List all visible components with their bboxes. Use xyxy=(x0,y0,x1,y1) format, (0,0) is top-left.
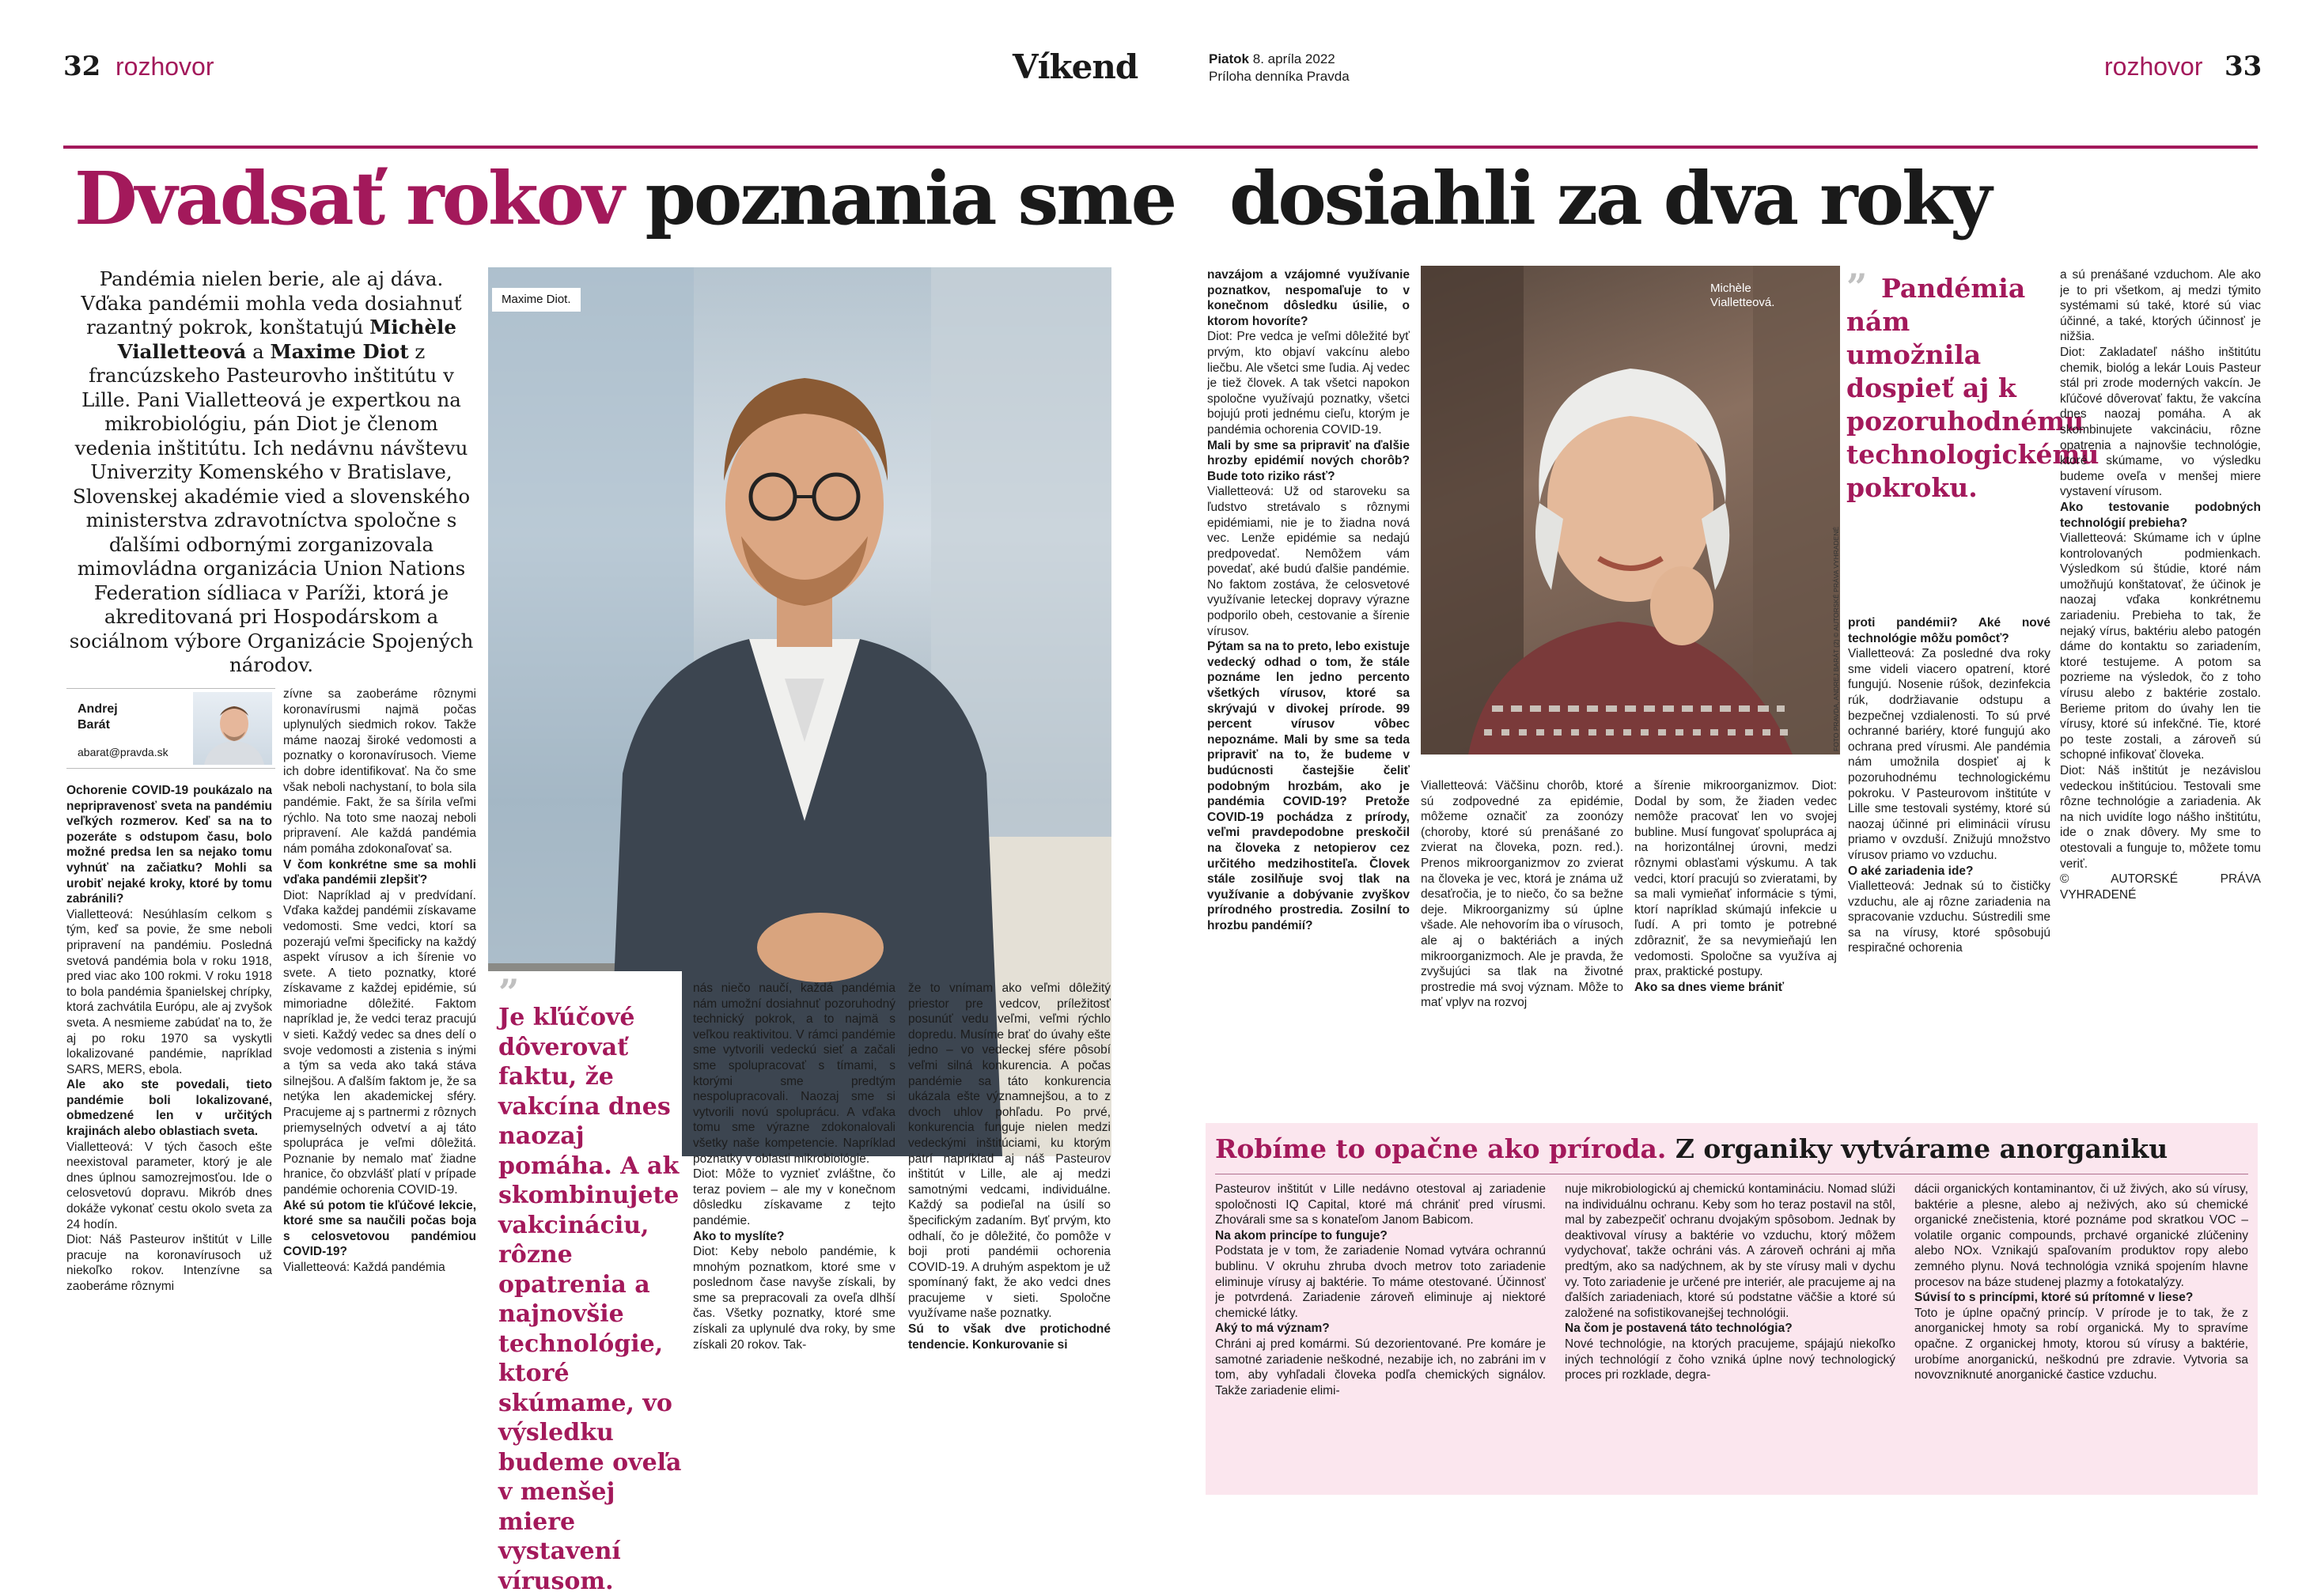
interview-question: Sú to však dve protichodné tendencie. Konkurovanie si xyxy=(908,1322,1111,1352)
article-paragraph: Diot: Náš Pasteurov inštitút v Lille pracuje na koronavírusoch už niekoľko rokov. Intenzívne sa zaoberáme rôznymi xyxy=(66,1233,272,1293)
date-text: 8. apríla 2022 xyxy=(1252,51,1335,66)
interview-question: proti pandémii? Aké nové technológie môžu pomôcť? xyxy=(1848,616,2050,645)
article-paragraph: Vialletteová: Skúmame ich v úplne kontrolovaných podmienkach. Výsledkom sú štúdie, ktoré nám umožňujú konštatovať, že účinok je naozaj vďaka konkrétnemu zariadeniu. Prebieha to tak, že nejaký vírus, baktériu alebo patogén dáme do kontaktu so zariadením, ktoré testujeme. A potom sa pozrieme na výsledok, čo z toho vírusu alebo z baktérie zostalo. Berieme pritom do úvahy len tie vírusy, ktoré sú infekčné. Tie, ktoré po teste zostali, a zároveň sú schopné infikovať človeka. xyxy=(2060,531,2261,762)
article-paragraph: Vialletteová: Už od staroveku sa ľudstvo stretávalo s rôznymi epidémiami, nie je to žiadna nová vec. Lenže epidémie sa nedajú predpovedať. Nemôžem vám povedať, aké budú ďalšie pandémie. No faktom zostáva, že celosvetové využívanie leteckej dopravy výrazne podporilo obeh, cestovanie a šírenie vírusov. xyxy=(1207,485,1410,638)
photo-caption-diot: Maxime Diot. xyxy=(492,288,581,312)
article-column-6 xyxy=(1421,778,1623,1098)
interview-question: Ochorenie COVID-19 poukázalo na nepripravenosť sveta na pandémiu veľkých rozmerov. Keď sa na to pozeráte s odstupom času, bolo možné predsa len sa nejako tomu vyhnúť na začiatku? Mohli sa urobiť nejaké kroky, ktoré by tomu zabránili? xyxy=(66,784,272,906)
interview-question: V čom konkrétne sme sa mohli vďaka pandémii zlepšiť? xyxy=(283,857,476,887)
article-paragraph: Diot: Náš inštitút je nezávislou vedeckou inštitúciou. Testovali sme rôzne technológie a zariadenia. Ak na nich uvidíte logo nášho inštitútu, ide o znak dôvery. My sme to otestovali a funguje to, môžete tomu veriť. xyxy=(2060,764,2261,871)
author-avatar xyxy=(193,692,272,765)
interview-question: Na akom princípe to funguje? xyxy=(1215,1228,1388,1242)
interview-question: Ako testovanie podobných technológií prebieha? xyxy=(2060,500,2261,530)
date-line xyxy=(1209,51,1350,85)
article-column-9 xyxy=(2060,267,2261,1099)
article-paragraph: Vialletteová: Každá pandémia xyxy=(283,1260,445,1274)
interview-question: Ako to myslíte? xyxy=(693,1229,785,1243)
headline-part1: Dvadsať rokov xyxy=(74,156,623,241)
author-email[interactable]: abarat@pravda.sk xyxy=(78,746,168,758)
interview-question: Aké sú potom tie kľúčové lekcie, ktoré sme sa naučili počas boja s celosvetovou pandémiou COVID-19? xyxy=(283,1198,476,1259)
photo-michele-vialletteova xyxy=(1421,266,1840,755)
interview-question: Aký to má význam? xyxy=(1215,1322,1330,1336)
article-column-1 xyxy=(66,783,272,1503)
article-paragraph: Diot: Keby nebolo pandémie, k mnohým poznatkom, ktoré sme v poslednom čase navyše získali, by sme sa prepracovali za oveľa dlhší čas. Všetky poznatky, ktoré sme získali za uplynulé dva roky, by sme získali 20 rokov. Tak- xyxy=(693,1245,895,1352)
article-paragraph: © AUTORSKÉ PRÁVA VYHRADENÉ xyxy=(2060,872,2261,902)
left-page-number: 32 xyxy=(63,51,101,82)
left-section-label: rozhovor xyxy=(115,52,214,81)
sidebar-title: Robíme to opačne ako príroda. Z organiky vytvárame anorganiku xyxy=(1215,1133,2168,1164)
article-paragraph: zívne sa zaoberáme rôznymi koronavírusmi najmä počas uplynulých siedmich rokov. Takže máme naozaj široké vedomosti a poznatky o koronavírusoch. Vieme ich dobre identifikovať. Na čo sme však neboli nachystaní, to bola sila pandémie. Fakt, že sa šírila veľmi rýchlo. Na toto sme naozaj neboli pripravení. Ale každá pandémia nám pomáha zdokonaľovať sa. xyxy=(283,687,476,856)
interview-question: Na čom je postavená táto technológia? xyxy=(1565,1322,1793,1336)
pullquote-2: ” Pandémia nám umožnila dospieť aj k pozoruhodnému technologickému pokroku. xyxy=(1846,266,2100,503)
date-day: Piatok xyxy=(1209,51,1250,66)
interview-question: Ale ako ste povedali, tieto pandémie boli lokalizované, obmedzené len v určitých krajinách alebo oblastiach sveta. xyxy=(66,1078,272,1139)
intro-name-vialletteova: Michèle Vialletteová xyxy=(117,316,456,363)
article-paragraph: Vialletteová: Väčšinu chorôb, ktoré sú zodpovedné za epidémie, môžeme označiť za zoonózy (choroby, ktoré sú prenášané zo zvierat na človeka, pozn. red.). Prenos mikroorganizmov zo zvierat na človeka je vec, ktorá je známa už desaťročia, je to niečo, čo sa bežne deje. Mikroorganizmy sú úplne všade. Ale nehovorím iba o vírusoch, ale aj o baktériách a iných mikroorganizmoch. Ale je pravda, že zvyšujúci sa tlak na životné prostredie má svoj význam. Môže to mať vplyv na rozvoj xyxy=(1421,779,1623,1010)
article-column-4 xyxy=(908,981,1111,1495)
intro-paragraph: Pandémia nielen berie, ale aj dáva. Vďaka pandémii mohla veda dosiahnuť razantný pokrok, konštatujú Michèle Vialletteová a Maxime Diot z francúzskeho Pasteurovho inštitútu v Lille. Pani Vialletteová je expertkou na mikrobiológiu, pán Diot je členom vedenia inštitútu. Ich nedávnu návštevu Univerzity Komenského v Bratislave, Slovenskej akadémie vied a slovenského ministerstva zdravotníctva spoločne s ďalšími odbornými zorganizovala mimovládna organizácia Union Nations Federation sídliaca v Paríži, ktorá je akreditovaná pri Hospodárskom a sociálnom výbore Organizácie Spojených národov. xyxy=(69,267,474,676)
article-paragraph: dácii organických kontaminantov, či už živých, ako sú vírusy, baktérie a plesne, alebo aj neživých, ako sú chemické organické znečistenia, ktoré poznáme pod skratkou VOC – volatile organic compounds, prchavé organické zlúčeniny alebo NOx. Vznikajú spaľovaním produktov ropy alebo zemného plynu. Nová technológia vzniká spojením hlavne procesov na báze studenej plazmy a fotokatalýzy. xyxy=(1914,1182,2248,1289)
author-box xyxy=(66,688,275,769)
header-rule xyxy=(63,146,2258,149)
intro-name-diot: Maxime Diot xyxy=(270,339,409,363)
article-paragraph: že to vnímam ako veľmi dôležitý priestor pre vedcov, príležitosť posunúť vedu veľmi, veľmi rýchlo dopredu. Musíme brať do úvahy ešte jedno – vo vedeckej sfére pôsobí veľmi silná konkurencia. A počas pandémie sa táto konkurencia ukázala ešte významnejšou, a to z dvoch uhlov pohľadu. Po prvé, konkurencia funguje nielen medzi vedeckými inštitúciami, ku ktorým patrí napríklad aj náš Pasteurov inštitút v Lille, ale aj medzi samotnými vedcami, individuálne. Každý sa podieľal na úsilí so špecifickým zadaním. Byť prvým, kto odhalí, čo je dôležité, čo pomôže v boji proti pandémii ochorenia COVID-19. A druhým aspektom je už spomínaný fakt, že ako vedci dnes pracujeme v sieti. Spoločne využívame naše poznatky. xyxy=(908,981,1111,1321)
author-name: Andrej Barát xyxy=(78,702,118,732)
article-paragraph: Diot: Zakladateľ nášho inštitútu chemik, biológ a lekár Louis Pasteur stál pri zrode moderných vakcín. Je kľúčové dôverovať faktu, že vakcína dnes naozaj pomáha. A ak skombinujete vakcináciu, rôzne opatrenia a najnovšie technológie, ktoré skúmame, vo výsledku budeme oveľa v menšej miere vystavení vírusom. xyxy=(2060,345,2261,499)
interview-question: Mali by sme sa pripraviť na ďalšie hrozby epidémií nových chorôb? Bude toto riziko rásť? xyxy=(1207,438,1410,483)
photo-credit: FOTO PRAVDA, ANDREJ BARÁT (2) © AUTORSKÉ PRÁVA VYHRADENÉ xyxy=(1832,526,1840,751)
right-section-label: rozhovor xyxy=(2104,52,2203,81)
article-paragraph: Pasteurov inštitút v Lille nedávno otestoval aj zariadenie spoločnosti IQ Capital, ktoré má chrániť pred vírusmi. Zhovárali sme sa s konateľom Janom Babicom. xyxy=(1215,1182,1546,1227)
interview-question: Pýtam sa na to preto, lebo existuje vedecký odhad o tom, že stále poznáme len jedno percento všetkých vírusov, ktoré sa skrývajú v divokej prírode. 99 percent vírusov vôbec nepoznáme. Mali by sme sa teda pripraviť na to, že budeme v budúcnosti častejšie čeliť podobným hrozbám, ako je pandémia COVID-19? Pretože COVID-19 pochádza z prírody, veľmi pravdepodobne preskočil na človeka z netopierov cez určitého medzihostiteľa. Človek stále zosilňuje svoj tlak na využívanie a dobývanie zvyškov prírodného prostredia. Zosilní to hrozbu pandémií? xyxy=(1207,640,1410,932)
interview-question: navzájom a vzájomné využívanie poznatkov, nespomaľuje to v konečnom dôsledku úsilie, o ktorom hovoríte? xyxy=(1207,268,1410,328)
article-paragraph: Diot: Môže to vyznieť zvláštne, čo teraz poviem – ale my v konečnom dôsledku získavame z tejto pandémie. xyxy=(693,1167,895,1227)
article-paragraph: nuje mikrobiologickú aj chemickú kontamináciu. Nomad slúži na individuálnu ochranu. Keby som ho teraz postavil na stôl, mal by zabezpečiť ochranu dvojakým spôsobom. Jednak by deaktivoval vírusy a baktérie vo vzduchu, ktorý môžem vydychovať, takže ochráni vás. A zároveň ochráni aj mňa predtým, ako sa nadýchnem, ak by ste vírusy mali v dychu vy. Toto zariadenie je určené pre interiér, ale pracujeme aj na ďalších zariadeniach, ktoré sú podstatne väčšie a ktoré sú založené na sofistikovanejšej technológii. xyxy=(1565,1182,1895,1320)
article-paragraph: a sú prenášané vzduchom. Ale ako je to pri všetkom, aj medzi týmito systémami sú také, ktoré sú viac účinné, a také, ktorých účinnosť je nižšia. xyxy=(2060,268,2261,344)
article-paragraph: Vialletteová: Za posledné dva roky sme videli viacero opatrení, ktoré fungujú. Nosenie rúšok, dezinfekcia rúk, dodržiavanie odstupu a bezpečnej vzdialenosti. To sú prvé ochranné bariéry, ktoré fungujú ako ochrana pred vírusmi. Ale pandémia nám umožnila dospieť aj k pozoruhodnému technologickému pokroku. V Pasteurovom inštitúte v Lille sme testovali systémy, ktoré sú naozaj účinné pri eliminácii vírusu priamo v ovzduší. Znižujú množstvo vírusov priamo vo vzduchu. xyxy=(1848,647,2050,862)
masthead: Víkend xyxy=(1013,47,1138,86)
interview-question: O aké zariadenia ide? xyxy=(1848,864,1974,878)
right-page-number: 33 xyxy=(2224,51,2262,82)
article-paragraph: nás niečo naučí, každá pandémia nám umožní dosiahnuť pozoruhodný technický pokrok, a to najmä s veľkou reaktivitou. V rámci pandémie sme vytvorili vedeckú sieť a začali sme spolupracovať s tímami, s ktorými sme predtým nespolupracovali. Naozaj sme si vytvorili novú spoluprácu. A vďaka tomu sme výrazne zdokonalovali všetky naše kompetencie. Napríklad poznatky v oblasti mikrobiológie. xyxy=(693,981,895,1166)
interview-question: Súvisí to s princípmi, ktoré sú prítomné v liese? xyxy=(1914,1291,2194,1305)
article-column-5 xyxy=(1207,267,1410,1098)
article-column-3 xyxy=(693,981,895,1495)
article-paragraph: Diot: Pre vedca je veľmi dôležité byť prvým, kto objaví vakcínu alebo liečbu. Ale všetci sme ľudia. Aj vedec je tiež človek. A tak všetci napokon spoločne využívajú poznatky, všetci bojujú proti jednému cieľu, ktorým je pandémia ochorenia COVID-19. xyxy=(1207,330,1410,437)
interview-question: Ako sa dnes vieme brániť xyxy=(1634,980,1785,994)
sidebar-box xyxy=(1206,1123,2258,1495)
portrait-woman-illustration xyxy=(1421,266,1840,755)
sidebar-column-1 xyxy=(1215,1182,1546,1490)
article-paragraph: Diot: Napríklad aj v predvídaní. Vďaka každej pandémii získavame vedomosti. Sme vedci, ktorí sa pozerajú veľmi špecificky na každý aspekt vírusov a ich šírenie vo svete. A tieto poznatky, ktoré získavame z každej epidémie, sú mimoriadne dôležité. Faktom napríklad je, že vedci teraz pracujú v sieti. Každý vedec sa dnes delí o svoje vedomosti a zistenia s inými a tým sa veda ako taká stáva silnejšou. A ďalším faktom je, že sa netýka len akademickej sféry. Pracujeme aj s partnermi z rôznych priemyselných odvetví a aj táto spolupráca je veľmi dôležitá. Poznanie by nemalo mať žiadne hranice, čo obzvlášť platí v prípade pandémie ochorenia COVID-19. xyxy=(283,888,476,1197)
article-paragraph: Nové technológie, na ktorých pracujeme, spájajú niekoľko iných technológií z čoho vzniká úplne nový technologický proces pri rozklade, degra- xyxy=(1565,1337,1895,1382)
quote-mark-icon: ” xyxy=(498,971,520,1014)
article-column-8 xyxy=(1848,615,2050,1098)
article-column-7 xyxy=(1634,778,1837,1098)
quote-mark-icon: ” xyxy=(1846,266,1868,308)
pullquote-1: ” Je kľúčové dôverovať faktu, že vakcína dnes naozaj pomáha. A ak skombinujete vakcináciu, rôzne opatrenia a najnovšie technológie, ktoré skúmame, vo výsledku budeme oveľa v menšej miere vystavení vírusom. xyxy=(498,971,682,1595)
sidebar-column-2 xyxy=(1565,1182,1895,1490)
headline xyxy=(74,155,1175,242)
photo-caption-vialletteova: Michèle Vialletteová. xyxy=(1710,282,1775,309)
supplement-line: Príloha denníka Pravda xyxy=(1209,69,1350,84)
article-paragraph: Chráni aj pred komármi. Sú dezorientované. Pre komáre je samotné zariadenie neškodné, nezabije ich, no zabráni im v tom, aby vyhľadali človeka podľa chemických signálov. Takže zariadenie elimi- xyxy=(1215,1337,1546,1397)
headline-part2: poznania sme xyxy=(645,156,1176,241)
article-paragraph: Vialletteová: V tých časoch ešte neexistoval parameter, ktorý je ale dnes úplnou samozrejmosťou. Ide o celosvetovú dopravu. Mikrób dnes dokáže vykonať cestu okolo sveta za 24 hodín. xyxy=(66,1140,272,1231)
article-column-2 xyxy=(283,686,476,1501)
article-paragraph: Vialletteová: Jednak sú to čističky vzduchu, ale aj rôzne zariadenia na spracovanie vzduchu. Sústredili sme sa na vírusy, ktoré spôsobujú respiračné ochorenia xyxy=(1848,879,2050,955)
article-paragraph: Vialletteová: Nesúhlasím celkom s tým, keď sa povie, že sme neboli pripravení na pandémiu. Posledná svetová pandémia bola v roku 1918, pred viac ako 100 rokmi. V roku 1918 to bola pandémia španielskej chrípky, ktorá zachvátila Európu, ale aj zvyšok sveta. A nesmieme zabúdať na to, že aj po roku 1970 sa vyskytli lokalizované pandémie, napríklad SARS, MERS, ebola. xyxy=(66,907,272,1076)
article-paragraph: Toto je úplne opačný princíp. V prírode je to tak, že z anorganickej hmoty sa robí organická. My to spravíme opačne. Z organickej hmoty, ktorou sú vírusy a baktérie, urobíme anorganickú, neškodnú pre zdravie. Vytvoria sa novovzniknuté anorganické častice vzduchu. xyxy=(1914,1306,2248,1382)
headline-right: dosiahli za dva roky xyxy=(1229,156,1990,241)
sidebar-column-3 xyxy=(1914,1182,2248,1490)
article-paragraph: a šírenie mikroorganizmov. Diot: Dodal by som, že žiaden vedec nemôže pracovať len vo svojej bubline. Musí fungovať spolupráca aj na horizontálnej úrovni, medzi rôznymi oblasťami výskumu. A tak vedci, ktorí pracujú so zvieratami, by sa mali vymieňať informácie s tými, ktorí napríklad skúmajú infekcie u ľudí. A pri tomto je potrebné zdôrazniť, že sa nevymieňajú len vedomosti. Spoločne sa využíva aj prax, praktické postupy. xyxy=(1634,779,1837,979)
article-paragraph: Podstata je v tom, že zariadenie Nomad vytvára ochrannú bublinu. V okruhu zhruba dvoch metrov toto zariadenie eliminuje vírusy aj baktérie. To máme otestované. Účinnosť je potvrdená. Zariadenie zároveň eliminuje aj niektoré chemické látky. xyxy=(1215,1244,1546,1320)
